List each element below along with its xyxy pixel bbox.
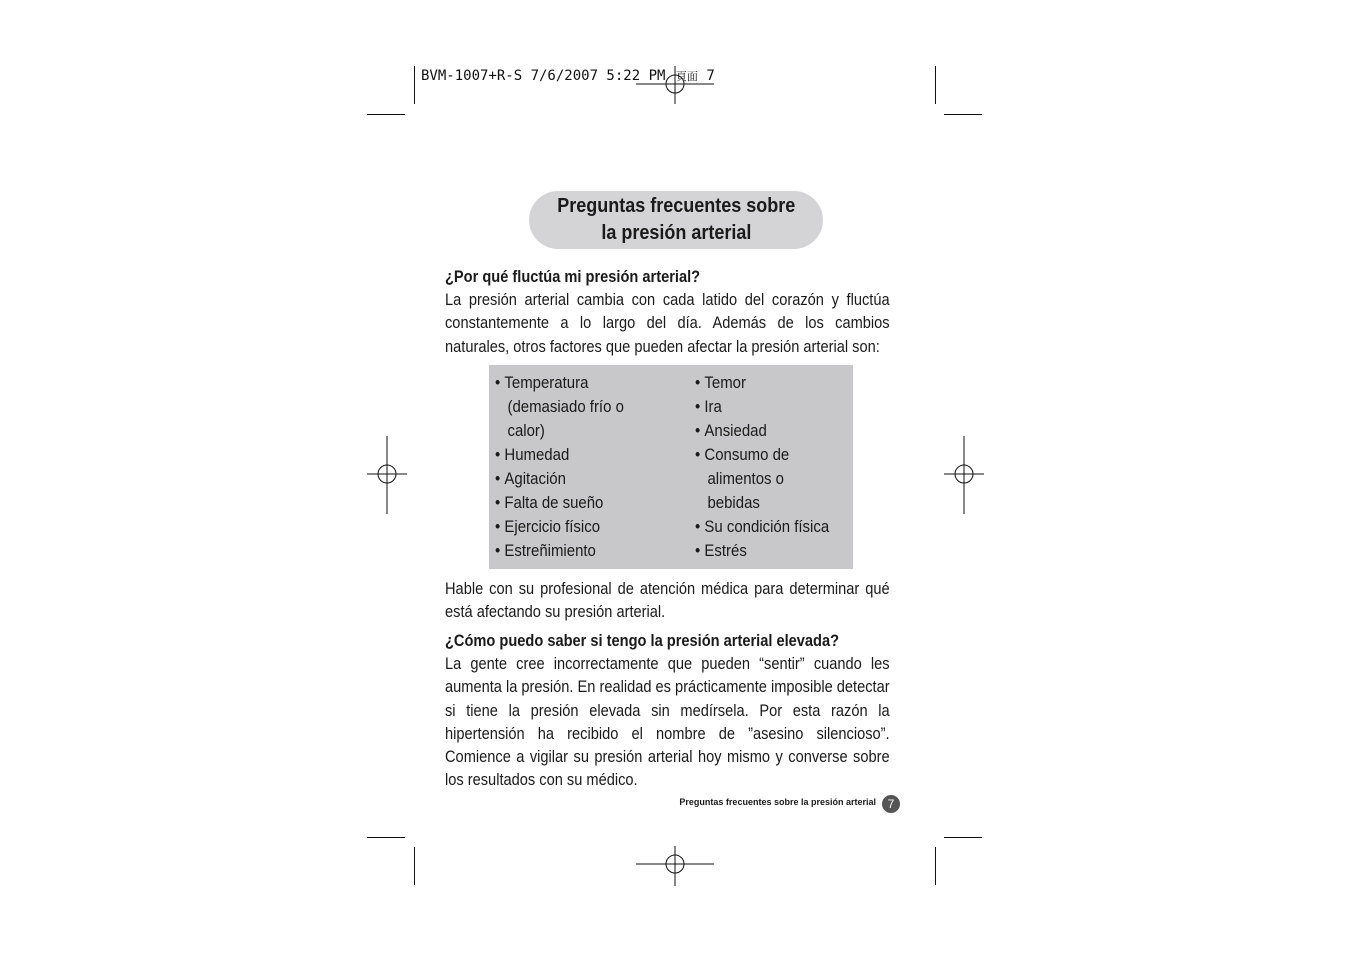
page-title-line-2: la presión arterial (600, 222, 752, 244)
list-item: • Su condición física (695, 517, 830, 536)
list-item: • Temperatura (495, 373, 589, 392)
list-item: • Humedad (495, 445, 570, 464)
list-item: calor) (507, 421, 545, 440)
list-item: bebidas (707, 493, 760, 512)
printer-slug (421, 68, 715, 84)
list-item: (demasiado frío o (507, 397, 624, 416)
factors-list-right (695, 371, 847, 563)
page-number-badge: 7 (882, 795, 900, 813)
list-item: • Ansiedad (695, 421, 767, 440)
section-detection (445, 629, 890, 791)
list-item: • Falta de sueño (495, 493, 604, 512)
running-footer: Preguntas frecuentes sobre la presión arterial (679, 797, 876, 807)
question-detection: ¿Cómo puedo saber si tengo la presión arterial elevada? (445, 631, 840, 650)
list-item: • Ira (695, 397, 722, 416)
registration-mark-left-icon (367, 436, 407, 514)
section-fluctuation (445, 265, 890, 358)
list-item: • Agitación (495, 469, 566, 488)
list-item: • Estrés (695, 541, 747, 560)
list-item: • Estreñimiento (495, 541, 596, 560)
page-title-line-1: Preguntas frecuentes sobre (556, 195, 796, 217)
list-item: • Ejercicio físico (495, 517, 601, 536)
factors-list-left (495, 371, 641, 563)
registration-mark-bottom-icon (636, 846, 714, 886)
list-item: • Temor (695, 373, 746, 392)
list-item: alimentos o (707, 469, 784, 488)
page-title (529, 191, 823, 249)
slug-page: 7 (706, 68, 715, 84)
paragraph-detection: La gente cree incorrectamente que pueden “sentir” cuando les aumenta la presión. En realidad es prácticamente imposible detectar si tiene la presión elevada sin medírsela. Por esta razón la hipertensión ha recibido el nombre de ”asesino silencioso”. Comience a vigilar su presión arterial hoy mismo y converse sobre los resultados con su médico. (445, 654, 890, 790)
question-fluctuation: ¿Por qué fluctúa mi presión arterial? (445, 267, 701, 286)
advice-paragraph: Hable con su profesional de atención médica para determinar qué está afectando su presión arterial. (445, 579, 890, 622)
list-item: • Consumo de (695, 445, 790, 464)
paragraph-fluctuation: La presión arterial cambia con cada latido del corazón y fluctúa constantemente a lo largo del día. Además de los cambios naturales, otros factores que pueden afectar la presión arterial son: (445, 290, 890, 356)
slug-glyph: 頁面 (675, 70, 698, 83)
registration-mark-right-icon (944, 436, 984, 514)
slug-text: BVM-1007+R-S 7/6/2007 5:22 PM (421, 68, 666, 84)
